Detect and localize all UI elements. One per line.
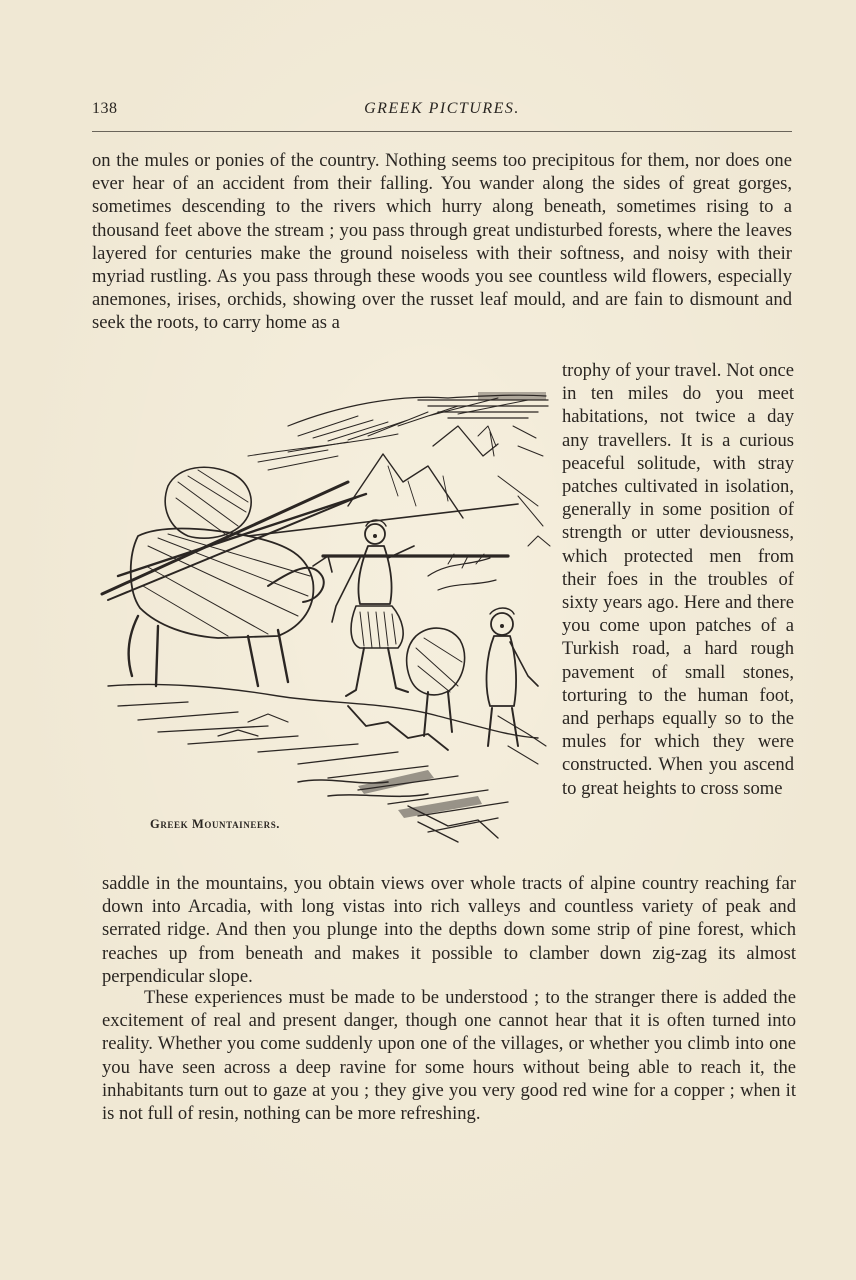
running-head: GREEK PICTURES. (364, 100, 520, 117)
side-column-text: trophy of your travel. Not once in ten miles do you meet habitations, not twice a day any travellers. It is a curious peaceful solitude, with stray patches cultivated in isolation, generally in some position of strength or utter deviousness, which protected men from their foes in the troubles of sixty years ago. Here and there you come upon patches of a Turkish road, a hard rough pavement of small stones, torturing to the human foot, and perhaps equally so to the mules for which they were constructed. When you ascend to great heights to cross some (562, 360, 794, 799)
top-paragraph: on the mules or ponies of the country. Nothing seems too precipitous for them, nor does one ever hear of an accident from their falling. You wander along the sides of great gorges, sometimes descending to the rivers which hurry along beneath, sometimes rising to a thousand feet above the stream ; you pass through great undisturbed forests, where the leaves layered for centuries make the ground noiseless with their softness, and noisy with their myriad rustling. As you pass through these woods you see countless wild flowers, especially anemones, irises, orchids, showing over the russet leaf mould, and are fain to dismount and seek the roots, to carry home as a (92, 150, 792, 334)
header-rule (92, 131, 792, 132)
page-header (92, 96, 792, 126)
bottom-paragraph: saddle in the mountains, you obtain views over whole tracts of alpine country reaching far down into Arcadia, with long vistas into rich valleys and countless variety of peak and serrated ridge. And then you plunge into the depths down some strip of pine forest, which reaches up from beneath and makes it possible to clamber down zig-zag its almost perpendicular slope. (102, 873, 796, 987)
page-number: 138 (92, 100, 118, 117)
mountaineers-illustration (98, 386, 554, 852)
illustration-caption: Greek Mountaineers. (150, 817, 281, 831)
second-paragraph: These experiences must be made to be understood ; to the stranger there is added the excitement of real and present danger, though one cannot hear that it is often turned into reality. Whether you come suddenly upon one of the villages, or whether you climb into one you have seen across a deep ravine for some hours without being able to reach it, the inhabitants turn out to gaze at you ; they give you very good red wine for a copper ; when it is not full of resin, nothing can be more refreshing. (102, 987, 796, 1125)
